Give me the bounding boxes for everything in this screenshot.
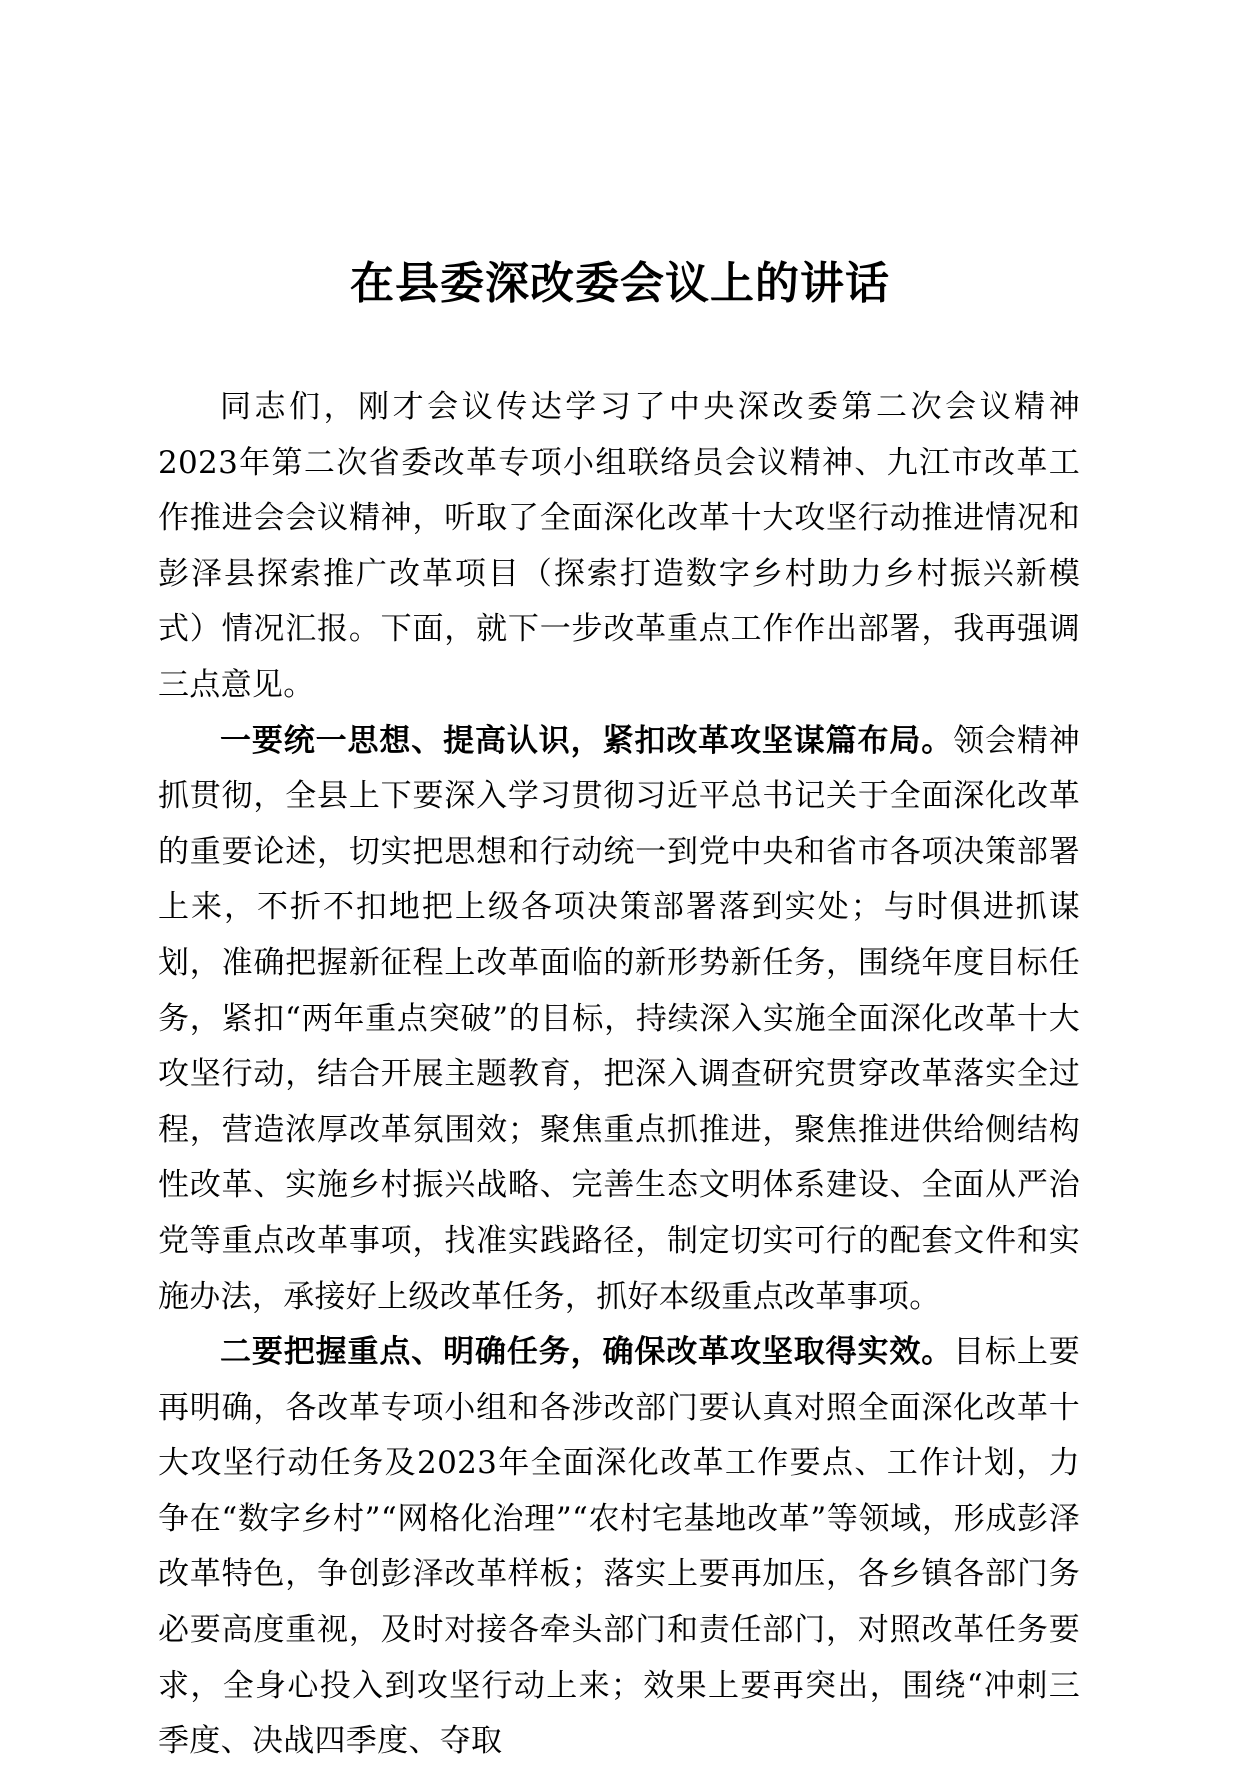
- paragraph-intro: [158, 380, 1080, 714]
- paragraph-text: 同志们，刚才会议传达学习了中央深改委第二次会议精神2023年第二次省委改革专项小组联络员会议精神、九江市改革工作推进会会议精神，听取了全面深化改革十大攻坚行动推进情况和彭泽县探索推广改革项目（探索打造数字乡村助力乡村振兴新模式）情况汇报。下面，就下一步改革重点工作作出部署，我再强调三点意见。: [158, 389, 1080, 703]
- document-title: 在县委深改委会议上的讲话: [350, 258, 890, 309]
- paragraph-text: 目标上要再明确，各改革专项小组和各涉改部门要认真对照全面深化改革十大攻坚行动任务及2023年全面深化改革工作要点、工作计划，力争在“数字乡村”“网格化治理”“农村宅基地改革”等领域，形成彭泽改革特色，争创彭泽改革样板；落实上要再加压，各乡镇各部门务必要高度重视，及时对接各牵头部门和责任部门，对照改革任务要求，全身心投入到攻坚行动上来；效果上要再突出，围绕“冲刺三季度、决战四季度、夺取: [158, 1334, 1080, 1760]
- paragraph-heading: 二要把握重点、明确任务，确保改革攻坚取得实效。: [220, 1334, 954, 1371]
- paragraph-point-one: [158, 714, 1080, 1326]
- paragraph-text: 领会精神抓贯彻，全县上下要深入学习贯彻习近平总书记关于全面深化改革的重要论述，切实把思想和行动统一到党中央和省市各项决策部署上来，不折不扣地把上级各项决策部署落到实处；与时俱进抓谋划，准确把握新征程上改革面临的新形势新任务，围绕年度目标任务，紧扣“两年重点突破”的目标，持续深入实施全面深化改革十大攻坚行动，结合开展主题教育，把深入调查研究贯穿改革落实全过程，营造浓厚改革氛围效；聚焦重点抓推进，聚焦推进供给侧结构性改革、实施乡村振兴战略、完善生态文明体系建设、全面从严治党等重点改革事项，找准实践路径，制定切实可行的配套文件和实施办法，承接好上级改革任务，抓好本级重点改革事项。: [158, 722, 1080, 1315]
- paragraph-point-two: [158, 1325, 1080, 1770]
- document-body: [158, 380, 1080, 1770]
- paragraph-heading: 一要统一思想、提高认识，紧扣改革攻坚谋篇布局。: [220, 722, 954, 759]
